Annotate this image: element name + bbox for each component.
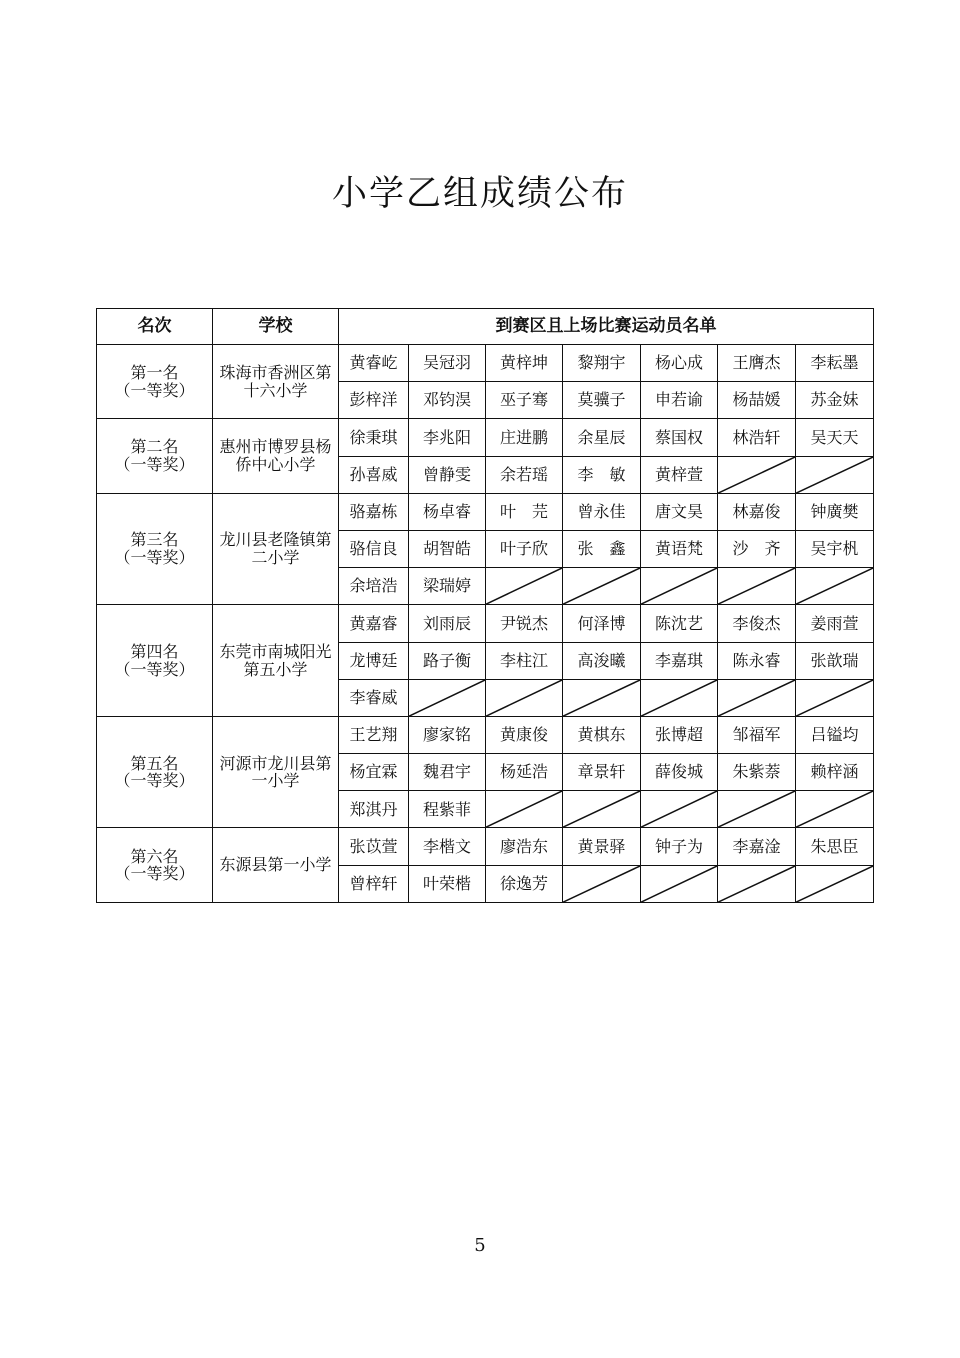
athlete-name: 林浩轩 (718, 419, 796, 456)
athlete-name: 李嘉淦 (718, 828, 796, 865)
empty-cell (409, 679, 486, 716)
diagonal-slash-icon (796, 680, 873, 716)
school-cell: 惠州市博罗县杨侨中心小学 (213, 419, 339, 493)
rank-cell (97, 828, 213, 902)
rank-cell (97, 419, 213, 493)
diagonal-slash-icon (641, 568, 717, 604)
athlete-name: 张歆瑞 (796, 642, 874, 679)
empty-cell (718, 791, 796, 828)
rank-label: 第四名 (130, 642, 179, 661)
empty-cell (563, 679, 641, 716)
diagonal-slash-icon (563, 791, 640, 827)
athlete-name: 路子衡 (409, 642, 486, 679)
athlete-name: 杨喆媛 (718, 382, 796, 419)
athlete-name: 朱思臣 (796, 828, 874, 865)
school-cell: 东源县第一小学 (213, 828, 339, 902)
athlete-name: 曾梓轩 (339, 865, 409, 902)
athlete-name: 程紫菲 (409, 791, 486, 828)
athlete-name: 叶荣楷 (409, 865, 486, 902)
athlete-name: 陈永睿 (718, 642, 796, 679)
athlete-name: 杨心成 (641, 345, 718, 382)
results-body (97, 345, 874, 903)
athlete-name: 龙博廷 (339, 642, 409, 679)
diagonal-slash-icon (486, 680, 562, 716)
empty-cell (718, 456, 796, 493)
rank-cell (97, 716, 213, 828)
athlete-name: 吴天天 (796, 419, 874, 456)
athlete-name: 魏君宇 (409, 754, 486, 791)
page-title: 小学乙组成绩公布 (331, 174, 628, 214)
empty-cell (563, 791, 641, 828)
diagonal-slash-icon (718, 568, 795, 604)
rank-label: 第一名 (130, 363, 179, 383)
rank-cell (97, 493, 213, 605)
award-label: （一等奖） (114, 864, 195, 884)
athlete-name: 杨卓睿 (409, 493, 486, 530)
empty-cell (563, 568, 641, 605)
athlete-name: 邹福军 (718, 716, 796, 753)
athlete-name: 赖梓涵 (796, 754, 874, 791)
athlete-name: 苏金妹 (796, 382, 874, 419)
header-row (97, 309, 874, 345)
rank-cell (97, 605, 213, 717)
award-label: （一等奖） (114, 380, 195, 400)
results-table (96, 308, 874, 903)
athlete-name: 钟子为 (641, 828, 718, 865)
diagonal-slash-icon (486, 568, 562, 604)
athlete-name: 章景轩 (563, 754, 641, 791)
athlete-name: 吴冠羽 (409, 345, 486, 382)
athlete-name: 黎翔宇 (563, 345, 641, 382)
athlete-name: 黄棋东 (563, 716, 641, 753)
diagonal-slash-icon (718, 457, 795, 493)
diagonal-slash-icon (796, 457, 873, 493)
empty-cell (718, 865, 796, 902)
athlete-name: 申若谕 (641, 382, 718, 419)
athlete-name: 徐秉琪 (339, 419, 409, 456)
athlete-name: 莫骥子 (563, 382, 641, 419)
athlete-name: 余培浩 (339, 568, 409, 605)
diagonal-slash-icon (718, 791, 795, 827)
athlete-name: 杨延浩 (486, 754, 563, 791)
table-row (97, 716, 874, 753)
award-label: （一等奖） (114, 771, 195, 791)
rank-label: 第六名 (130, 846, 179, 866)
athlete-name: 朱紫萘 (718, 754, 796, 791)
athlete-name: 黄语梵 (641, 530, 718, 567)
rank-label: 第三名 (130, 530, 179, 550)
empty-cell (796, 568, 874, 605)
athlete-name: 蔡国权 (641, 419, 718, 456)
athlete-name: 沙 齐 (718, 530, 796, 567)
table-row (97, 419, 874, 456)
athlete-name: 高浚曦 (563, 642, 641, 679)
rank-label: 第二名 (130, 437, 179, 457)
diagonal-slash-icon (796, 791, 873, 827)
athlete-name: 孙喜威 (339, 456, 409, 493)
athlete-name: 廖浩东 (486, 828, 563, 865)
athlete-name: 李睿威 (339, 679, 409, 716)
header-athletes: 到赛区且上场比赛运动员名单 (339, 309, 874, 345)
empty-cell (796, 679, 874, 716)
athlete-name: 李嘉琪 (641, 642, 718, 679)
diagonal-slash-icon (718, 680, 795, 716)
empty-cell (486, 568, 563, 605)
diagonal-slash-icon (796, 568, 873, 604)
athlete-name: 巫子骞 (486, 382, 563, 419)
athlete-name: 李 敏 (563, 456, 641, 493)
athlete-name: 梁瑞婷 (409, 568, 486, 605)
athlete-name: 黄景驿 (563, 828, 641, 865)
empty-cell (641, 865, 718, 902)
athlete-name: 李俊杰 (718, 605, 796, 642)
athlete-name: 吴宇杋 (796, 530, 874, 567)
athlete-name: 李兆阳 (409, 419, 486, 456)
athlete-name: 姜雨萱 (796, 605, 874, 642)
diagonal-slash-icon (563, 866, 640, 902)
athlete-name: 张苡萱 (339, 828, 409, 865)
diagonal-slash-icon (796, 866, 873, 902)
athlete-name: 叶 芫 (486, 493, 563, 530)
athlete-name: 叶子欣 (486, 530, 563, 567)
athlete-name: 邓钧淏 (409, 382, 486, 419)
athlete-name: 杨宜霖 (339, 754, 409, 791)
empty-cell (796, 456, 874, 493)
empty-cell (641, 568, 718, 605)
athlete-name: 胡智皓 (409, 530, 486, 567)
header-school: 学校 (213, 309, 339, 345)
athlete-name: 李耘墨 (796, 345, 874, 382)
award-label: （一等奖） (114, 659, 195, 679)
athlete-name: 余若瑶 (486, 456, 563, 493)
athlete-name: 曾静雯 (409, 456, 486, 493)
award-label: （一等奖） (114, 548, 195, 568)
athlete-name: 廖家铭 (409, 716, 486, 753)
athlete-name: 黄梓坤 (486, 345, 563, 382)
athlete-name: 王膺杰 (718, 345, 796, 382)
diagonal-slash-icon (641, 680, 717, 716)
empty-cell (796, 865, 874, 902)
header-rank: 名次 (97, 309, 213, 345)
athlete-name: 林嘉俊 (718, 493, 796, 530)
empty-cell (486, 679, 563, 716)
athlete-name: 黄睿屹 (339, 345, 409, 382)
empty-cell (718, 568, 796, 605)
diagonal-slash-icon (486, 791, 562, 827)
athlete-name: 骆嘉栋 (339, 493, 409, 530)
athlete-name: 余星辰 (563, 419, 641, 456)
school-cell: 东莞市南城阳光第五小学 (213, 605, 339, 717)
rank-label: 第五名 (130, 753, 179, 773)
diagonal-slash-icon (563, 568, 640, 604)
school-cell: 河源市龙川县第一小学 (213, 716, 339, 828)
table-row (97, 605, 874, 642)
school-cell: 珠海市香洲区第十六小学 (213, 345, 339, 419)
diagonal-slash-icon (563, 680, 640, 716)
diagonal-slash-icon (641, 791, 717, 827)
athlete-name: 黄嘉睿 (339, 605, 409, 642)
athlete-name: 黄康俊 (486, 716, 563, 753)
empty-cell (563, 865, 641, 902)
empty-cell (718, 679, 796, 716)
athlete-name: 庄进鹏 (486, 419, 563, 456)
athlete-name: 陈沈艺 (641, 605, 718, 642)
athlete-name: 吕镒均 (796, 716, 874, 753)
empty-cell (641, 791, 718, 828)
athlete-name: 刘雨辰 (409, 605, 486, 642)
table-row (97, 493, 874, 530)
award-label: （一等奖） (114, 455, 195, 475)
athlete-name: 曾永佳 (563, 493, 641, 530)
athlete-name: 何泽博 (563, 605, 641, 642)
athlete-name: 尹锐杰 (486, 605, 563, 642)
athlete-name: 骆信良 (339, 530, 409, 567)
table-row (97, 828, 874, 865)
empty-cell (641, 679, 718, 716)
athlete-name: 张 鑫 (563, 530, 641, 567)
athlete-name: 唐文昊 (641, 493, 718, 530)
athlete-name: 郑淇丹 (339, 791, 409, 828)
athlete-name: 彭梓洋 (339, 382, 409, 419)
athlete-name: 王艺翔 (339, 716, 409, 753)
empty-cell (796, 791, 874, 828)
empty-cell (486, 791, 563, 828)
athlete-name: 李柱江 (486, 642, 563, 679)
athlete-name: 钟廣樊 (796, 493, 874, 530)
rank-cell (97, 345, 213, 419)
page-number: 5 (474, 1235, 486, 1256)
table-row (97, 345, 874, 382)
athlete-name: 张博超 (641, 716, 718, 753)
diagonal-slash-icon (409, 680, 485, 716)
athlete-name: 薛俊城 (641, 754, 718, 791)
athlete-name: 黄梓萱 (641, 456, 718, 493)
athlete-name: 李楷文 (409, 828, 486, 865)
athlete-name: 徐逸芳 (486, 865, 563, 902)
diagonal-slash-icon (641, 866, 717, 902)
school-cell: 龙川县老隆镇第二小学 (213, 493, 339, 605)
diagonal-slash-icon (718, 866, 795, 902)
